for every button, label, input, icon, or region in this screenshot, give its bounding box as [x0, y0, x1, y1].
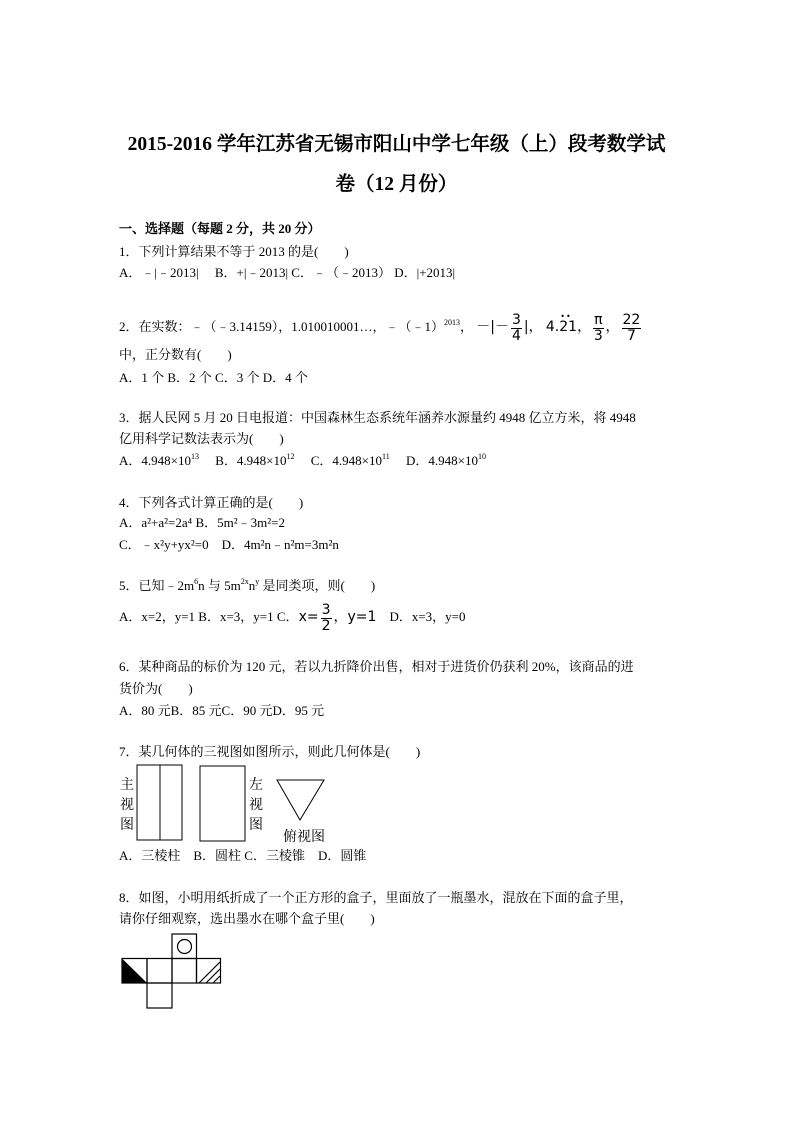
exponent: 11 — [382, 452, 390, 461]
exponent: y — [255, 577, 260, 586]
exponent: 10 — [477, 452, 486, 461]
exponent: 2x — [240, 577, 249, 586]
section-heading: 一、选择题（每题 2 分，共 20 分） — [119, 221, 321, 236]
q3-option-d: D．4.948×10 — [389, 453, 478, 468]
q2-abs-close: |， — [523, 319, 543, 335]
black-triangle-mark — [122, 959, 147, 984]
q2-stem-cont: 中，正分数有( ) — [119, 347, 232, 362]
q5-option-d: D．x=3，y=0 — [376, 609, 466, 624]
q1-stem: 1．下列计算结果不等于 2013 的是( ) — [119, 244, 349, 259]
q3-stem-1: 3．据人民网 5 月 20 日电报道：中国森林生态系统年涵养水源量约 4948 亿立方米，将 4948 — [119, 410, 636, 425]
numerator: 3 — [321, 601, 331, 618]
q2-repeating-digits: •• 21 — [559, 310, 577, 344]
q6-stem-2: 货价为( ) — [119, 681, 193, 696]
numerator: 22 — [622, 311, 641, 328]
hatch-line — [213, 976, 220, 983]
denominator: 7 — [626, 327, 636, 344]
q1-options: A．﹣|﹣2013| B．+|﹣2013| C．﹣（﹣2013） D．|+2013| — [119, 265, 456, 280]
top-view-label: 俯视图 — [283, 829, 325, 845]
title-line-2: 卷（12 月份） — [335, 174, 458, 195]
q7-options: A．三棱柱 B．圆柱 C．三棱锥 D．圆锥 — [119, 848, 367, 863]
q6-stem-1: 6．某种商品的标价为 120 元，若以九折降价出售，相对于进货价仍获利 20%，该商品的进 — [119, 659, 634, 674]
net-face-top — [172, 934, 197, 959]
q5-options-ab: A．x=2，y=1 B．x=3，y=1 C． — [119, 609, 299, 624]
front-view-label: 主视图 — [120, 777, 134, 833]
denominator: 3 — [593, 327, 603, 344]
net-face-3 — [172, 959, 197, 984]
side-view-label: 左视图 — [249, 777, 263, 833]
q2-sep: ， — [460, 319, 474, 334]
q4-stem: 4．下列各式计算正确的是( ) — [119, 495, 304, 510]
q3-option-b: B．4.948×10 — [198, 453, 287, 468]
q2-exponent: 2013 — [444, 318, 461, 327]
numerator: 3 — [512, 311, 521, 328]
q5-text: n — [248, 578, 256, 593]
q8-stem-2: 请你仔细观察，选出墨水在哪个盒子里( ) — [119, 911, 375, 926]
q4-options-2: C．﹣x²y+yx²=0 D．4m²n﹣n²m=3m²n — [119, 537, 339, 552]
net-face-bottom — [147, 983, 172, 1008]
q5-text: 是同类项，则( ) — [259, 578, 376, 593]
q5-c-y: ，y=1 — [333, 609, 377, 625]
title-line-1: 2015-2016 学年江苏省无锡市阳山中学七年级（上）段考数学试 — [127, 134, 666, 155]
q3-option-c: C．4.948×10 — [294, 453, 383, 468]
hatch-line — [206, 969, 220, 983]
numerator: π — [594, 311, 603, 328]
q5-text: 5．已知﹣2m — [119, 578, 195, 593]
q3-option-a: A．4.948×10 — [119, 453, 191, 468]
q2-abs-open: －|－ — [476, 319, 509, 335]
exponent: 12 — [286, 452, 295, 461]
exponent: 6 — [194, 577, 199, 586]
q2-options: A．1 个 B．2 个 C．3 个 D．4 个 — [119, 370, 308, 385]
q2-sep: ， — [605, 319, 620, 335]
denominator: 4 — [512, 327, 521, 344]
q7-stem: 7．某几何体的三视图如图所示，则此几何体是( ) — [119, 744, 421, 759]
q8-stem-1: 8．如图，小明用纸折成了一个正方形的盒子，里面放了一瓶墨水，混放在下面的盒子里， — [119, 890, 633, 905]
q2-text: 2．在实数：﹣（﹣3.14159），1.010010001…，﹣（﹣1） — [119, 319, 445, 334]
q6-options: A．80 元B．85 元C．90 元D．95 元 — [119, 703, 325, 718]
q2-sep: ， — [577, 319, 592, 335]
q4-options-1: A．a²+a²=2a⁴ B．5m²﹣3m²=2 — [119, 515, 285, 530]
q5-c-x: x= — [298, 609, 319, 625]
net-face-2 — [147, 959, 172, 984]
circle-mark — [178, 940, 192, 954]
denominator: 2 — [321, 617, 331, 634]
q3-stem-2: 亿用科学记数法表示为( ) — [119, 431, 284, 446]
exponent: 13 — [190, 452, 199, 461]
q5-text: n 与 5m — [198, 578, 241, 593]
q2-repeating-int: 4. — [545, 319, 560, 335]
